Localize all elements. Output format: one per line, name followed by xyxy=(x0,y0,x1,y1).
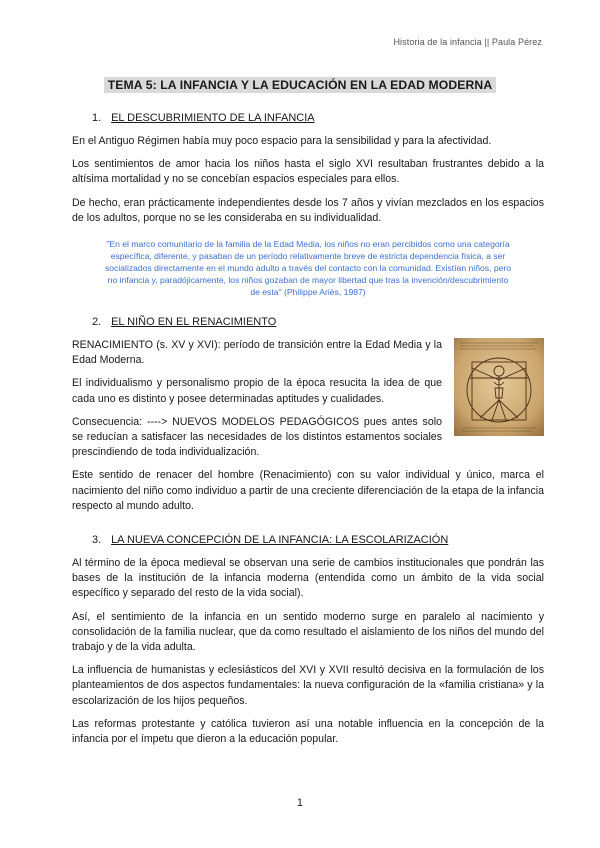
vitruvian-man-icon xyxy=(454,338,544,436)
paragraph: Consecuencia: ----> NUEVOS MODELOS PEDAGÓGICOS pues antes solo se reducían a satisfacer las necesidades de los distintos estamentos sociales prescindiendo de toda individualización. xyxy=(72,415,442,459)
paragraph: El individualismo y personalismo propio de la época resucita la idea de que cada uno es distinto y posee determinadas aptitudes y cualidades. xyxy=(72,377,442,405)
paragraph: Al término de la época medieval se observan una serie de cambios institucionales que pondrán las bases de la institución de la infancia moderna (entendida como un ámbito de la vida social específico y separado del resto de la vida social). xyxy=(72,557,544,600)
page-title: TEMA 5: LA INFANCIA Y LA EDUCACIÓN EN LA EDAD MODERNA xyxy=(104,77,496,93)
section-number: 1. xyxy=(92,112,102,124)
paragraph: La influencia de humanistas y eclesiásticos del XVI y XVII resultó decisiva en la formulación de los planteamientos de dos aspectos fundamentales: la nueva configuración de la «familia cristiana» y la escolarización de los hijos pequeños. xyxy=(72,664,544,707)
section-number: 3. xyxy=(92,534,102,547)
paragraph: Las reformas protestante y católica tuvieron así una notable influencia en la concepción de la infancia por el ímpetu que dieron a la educación popular. xyxy=(72,717,544,746)
paragraph: Así, el sentimiento de la infancia en un sentido moderno surge en paralelo al nacimiento y consolidación de la familia nuclear, que da como resultado el aislamiento de los niños del mundo del trabajo y de la vida adulta. xyxy=(72,610,544,654)
section-heading-2 xyxy=(92,316,544,328)
section-heading-1 xyxy=(92,112,544,124)
paragraph: En el Antiguo Régimen había muy poco espacio para la sensibilidad y para la afectividad. xyxy=(72,135,492,147)
section-number: 2. xyxy=(92,316,102,329)
section-heading-text: EL DESCUBRIMIENTO DE LA INFANCIA xyxy=(111,112,315,124)
aries-quote: "En el marco comunitario de la familia de la Edad Media, los niños no eran percibidos como una categoría específica, diferente, y pasaban de un período relativamente breve de estricta dependencia física, a ser socializados directamente en el mundo adulto a través del contacto con la comunidad. Existían niños, pero no infancia y, paradójicamente, los niños gozaban de mayor libertad que tras la invención/descubrimiento de esta" (Philippe Ariès, 1987) xyxy=(104,239,512,298)
paragraph: Los sentimientos de amor hacia los niños hasta el siglo XVI resultaban frustrantes debido a la altísima mortalidad y no se concebían espacios especiales para ellos. xyxy=(72,158,544,186)
page-title-wrapper xyxy=(0,76,600,94)
page-number: 1 xyxy=(297,797,303,809)
section-heading-text: EL NIÑO EN EL RENACIMIENTO xyxy=(111,316,277,329)
document-body xyxy=(72,112,544,755)
section-heading-3 xyxy=(92,534,544,546)
renaissance-section xyxy=(72,338,544,514)
paragraph: De hecho, eran prácticamente independientes desde los 7 años y vivían mezclados en los espacios de los adultos, porque no se les consideraba en su individualidad. xyxy=(72,196,544,224)
section-heading-text: LA NUEVA CONCEPCIÓN DE LA INFANCIA: LA ESCOLARIZACIÓN xyxy=(111,534,449,547)
paragraph: RENACIMIENTO (s. XV y XVI): período de transición entre la Edad Media y la Edad Moderna. xyxy=(72,339,442,367)
paragraph: Este sentido de renacer del hombre (Renacimiento) con su valor individual y único, marca el nacimiento del niño como individuo a partir de una creciente diferenciación de la etapa de la infancia respecto al mundo adulto. xyxy=(72,469,544,512)
page-header: Historia de la infancia || Paula Pérez xyxy=(393,37,542,47)
